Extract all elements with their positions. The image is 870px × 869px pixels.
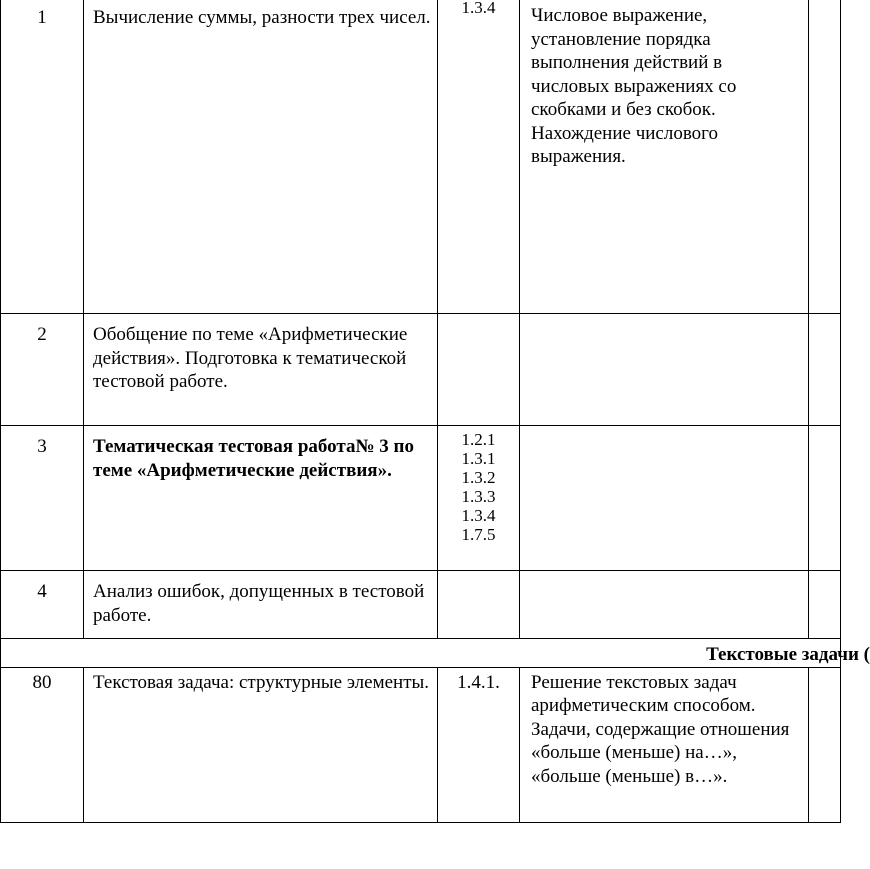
table-row [1,0,841,314]
content-codes-cell [438,0,520,314]
content-codes: 1.3.4 [461,0,496,17]
lesson-topic-cell [84,0,438,314]
section-heading-cell [1,639,870,668]
lesson-content: Числовое выражение, установление порядка выполнения действий в числовых выражениях со скобками и без скобок. Нахождение числового выражения. [531,5,737,167]
lesson-number: 3 [37,436,47,457]
content-codes-cell [438,571,520,639]
lesson-number: 2 [37,324,47,345]
section-heading: Текстовые задачи ( [706,644,870,665]
extra-cell [809,0,841,314]
table-row [1,426,841,571]
lesson-content [520,571,808,578]
lesson-topic: Обобщение по теме «Арифметические действия». Подготовка к тематической тестовой работе. [93,324,408,392]
table-row [1,571,841,639]
lesson-topic-cell [84,667,438,822]
table-row [1,314,841,426]
lesson-content [520,314,808,321]
content-codes-cell [438,667,520,822]
lesson-content-cell [520,0,809,314]
content-codes: 1.2.1 1.3.1 1.3.2 1.3.3 1.3.4 1.7.5 [461,430,496,544]
lesson-number: 1 [37,7,47,28]
extra-cell [809,571,841,639]
lesson-number: 4 [37,581,47,602]
lesson-content [520,426,808,433]
lesson-content: Решение текстовых задач арифметическим способом. Задачи, содержащие отношения «больше (меньше) на…», «больше (меньше) в…». [531,671,790,787]
section-row [1,639,841,668]
lesson-number-cell [1,314,84,426]
lesson-topic: Вычисление суммы, разности трех чисел. [93,7,431,28]
extra-cell [809,667,841,822]
lesson-content-cell [520,667,809,822]
lesson-topic-cell [84,426,438,571]
content-codes-cell [438,314,520,426]
lesson-content-cell [520,426,809,571]
lesson-number: 80 [32,671,52,693]
lesson-topic: Текстовая задача: структурные элементы. [93,671,430,693]
extra-cell [809,314,841,426]
lesson-topic-cell [84,314,438,426]
lesson-number-cell [1,667,84,822]
lesson-content-cell [520,571,809,639]
lesson-number-cell [1,0,84,314]
lesson-topic-cell [84,571,438,639]
content-codes-cell [438,426,520,571]
lesson-topic: Тематическая тестовая работа№ 3 по теме «Арифметические действия». [93,436,414,481]
content-codes: 1.4.1. [457,671,500,693]
lesson-content-cell [520,314,809,426]
lesson-number-cell [1,571,84,639]
extra-cell [809,426,841,571]
lesson-number-cell [1,426,84,571]
table-row [1,667,841,822]
lesson-topic: Анализ ошибок, допущенных в тестовой работе. [93,581,425,626]
